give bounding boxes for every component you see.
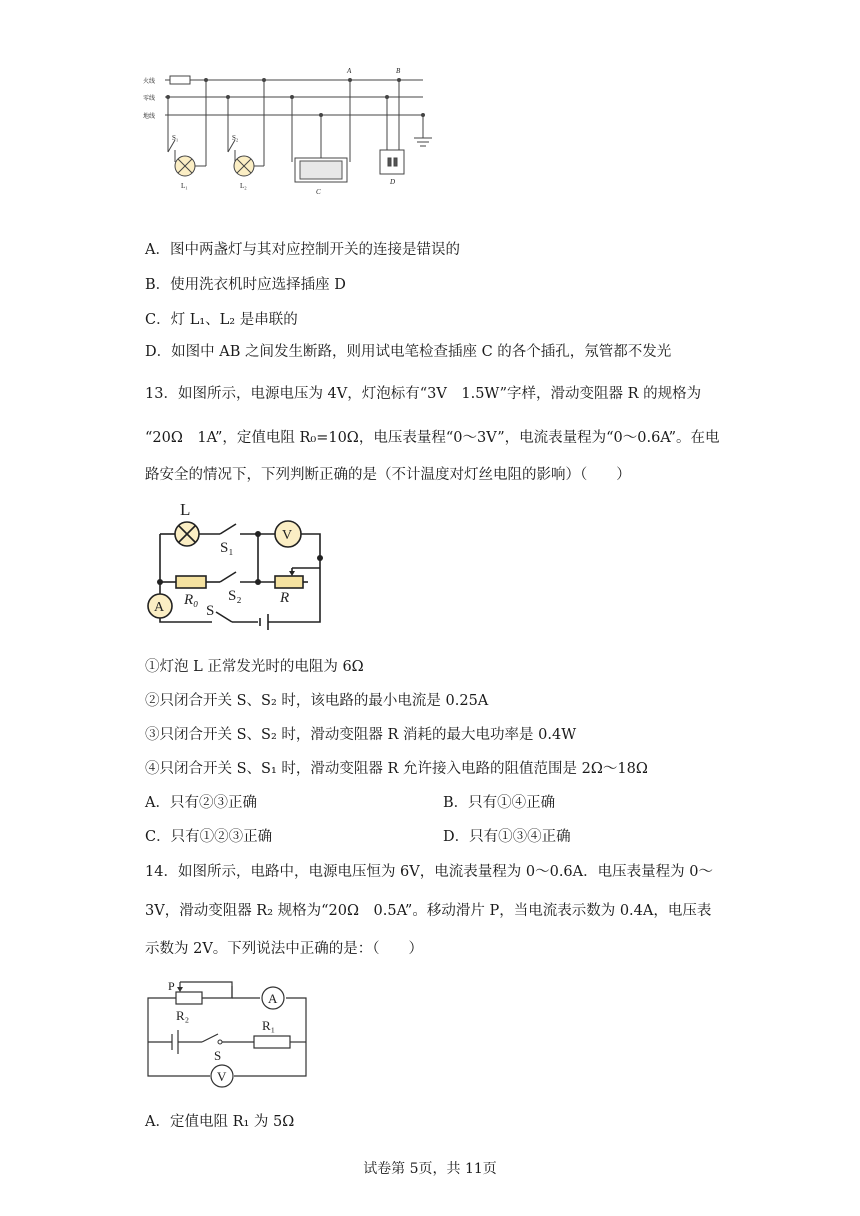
q13-r0-label: R₀ [184,592,199,608]
q13-r-label: R [280,590,290,606]
lamp-l1-symbol [175,156,195,176]
q13-s2-label: S₂ [228,588,242,604]
q12-option-c: C．灯 L₁、L₂ 是串联的 [145,312,298,328]
q13-option-b: B．只有①④正确 [443,795,556,811]
q13-option-a: A．只有②③正确 [145,795,257,811]
page-footer: 试卷第 5页，共 11页 [363,1161,497,1177]
q14-ammeter-label: A [268,991,278,1006]
fig1-lamp-label-l2: L₂ [240,182,247,190]
q14-stem-line-2: 3V，滑动变阻器 R₂ 规格为“20Ω 0.5A”。移动滑片 P，当电流表示数为 0.4A，电压表 [145,903,712,919]
q13-statement-2: ②只闭合开关 S、S₂ 时，该电路的最小电流是 0.25A [145,693,489,709]
q12-option-b: B．使用洗衣机时应选择插座 D [145,277,346,293]
fig1-line-label-ground: 地线 [143,114,156,120]
q14-stem-line-1: 14．如图所示，电路中，电源电压恒为 6V，电流表量程为 0～0.6A．电压表量程为 0～ [145,864,713,880]
fig1-point-label-a: A [347,67,352,75]
fig1-point-label-b: B [396,67,401,75]
q13-s-label: S [206,603,215,619]
q13-statement-1: ①灯泡 L 正常发光时的电阻为 6Ω [145,659,364,675]
q14-circuit-figure [140,978,320,1088]
q13-lamp-symbol [175,522,199,546]
q13-statement-3: ③只闭合开关 S、S₂ 时，滑动变阻器 R 消耗的最大电功率是 0.4W [145,727,577,743]
q14-voltmeter-label: V [217,1069,227,1084]
q14-stem-line-3: 示数为 2V。下列说法中正确的是：（ ） [145,941,424,957]
q12-option-a: A．图中两盏灯与其对应控制开关的连接是错误的 [145,242,460,258]
q13-stem-line-3: 路安全的情况下，下列判断正确的是（不计温度对灯丝电阻的影响）（ ） [145,467,631,483]
household-circuit-figure [140,62,440,202]
fig1-lamp-label-l1: L₁ [181,182,188,190]
fig1-switch-label-s1: S₁ [172,134,179,142]
q12-option-d: D．如图中 AB 之间发生断路，则用试电笔检查插座 C 的各个插孔，氖管都不发光 [145,344,672,360]
q13-ammeter-label: A [154,600,165,615]
q14-p-label: P [168,979,175,993]
q13-option-c: C．只有①②③正确 [145,829,273,845]
fig1-line-label-neutral: 零线 [143,96,156,102]
q13-statement-4: ④只闭合开关 S、S₁ 时，滑动变阻器 R 允许接入电路的阻值范围是 2Ω～18Ω [145,761,648,777]
q14-r2-label: R₂ [176,1008,190,1023]
q13-circuit-figure [140,498,340,638]
q13-stem-line-1: 13．如图所示，电源电压为 4V，灯泡标有“3V 1.5W”字样，滑动变阻器 R 的规格为 [145,386,702,402]
q13-option-d: D．只有①③④正确 [443,829,571,845]
q14-ammeter-symbol [262,987,284,1009]
lamp-l2-symbol [234,156,254,176]
q14-option-a: A．定值电阻 R₁ 为 5Ω [145,1114,295,1130]
q13-stem-line-2: “20Ω 1A”，定值电阻 R₀=10Ω，电压表量程“0～3V”，电流表量程为“0～0.6A”。在电 [145,430,720,446]
q14-s-label: S [214,1048,222,1063]
q13-voltmeter-symbol [275,521,301,547]
q13-lamp-label: L [180,500,191,519]
fig1-line-label-live: 火线 [143,79,156,85]
q13-voltmeter-label: V [282,528,293,543]
q14-voltmeter-symbol [211,1065,233,1087]
fig1-socket-label-d: D [390,178,396,186]
fig1-switch-label-s2: S₂ [232,134,239,142]
q14-r1-label: R₁ [262,1018,276,1033]
fig1-socket-label-c: C [316,188,321,196]
q13-s1-label: S₁ [220,540,234,556]
q13-ammeter-symbol [148,594,172,618]
